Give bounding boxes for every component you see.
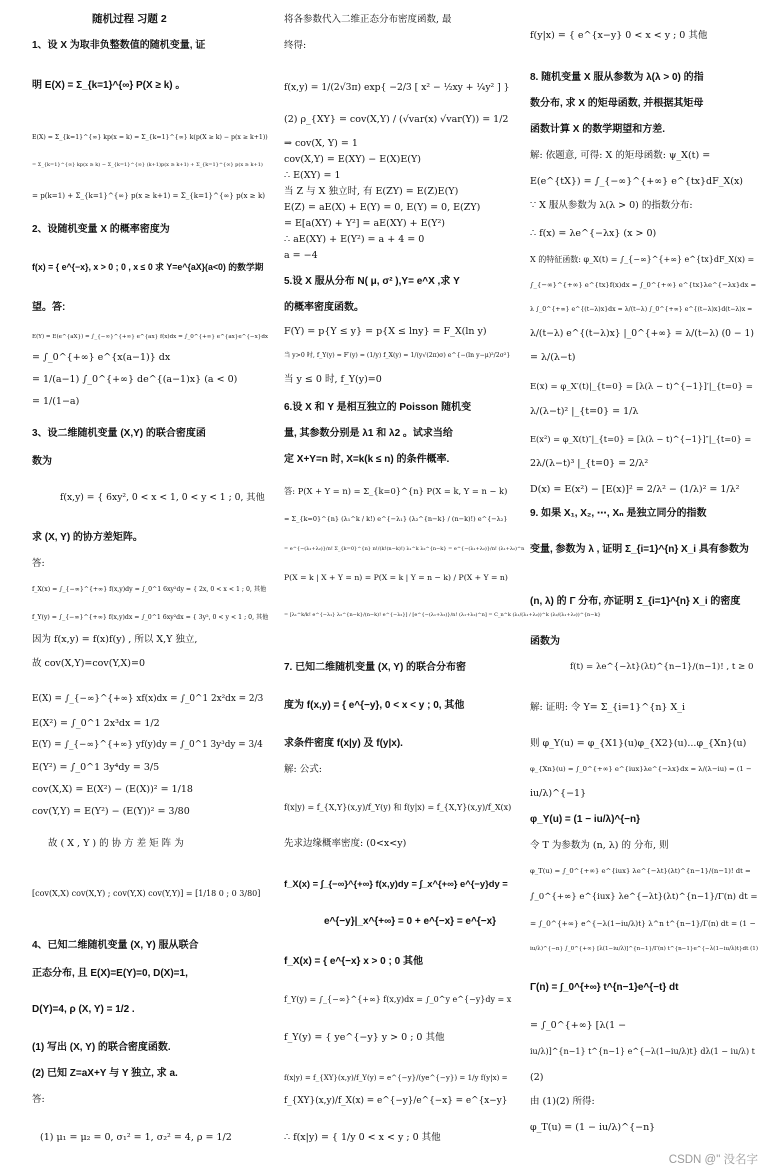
text-line: E(Y²) = ∫_0^1 3y⁴dy = 3/5 — [32, 762, 160, 773]
text-line: 6.设 X 和 Y 是相互独立的 Poisson 随机变 — [284, 402, 472, 413]
text-line: f(t) = λe^{−λt}(λt)^{n−1}/(n−1)! , t ≥ 0 — [570, 662, 754, 672]
text-line: ∴ aE(XY) + E(Y²) = a + 4 = 0 — [284, 234, 425, 245]
text-line: f_X(x) = ∫_{−∞}^{+∞} f(x,y)dy = ∫_x^{+∞} e^{−y}dy = — [284, 878, 508, 889]
column-right — [530, 0, 758, 1173]
text-line: f(y|x) = { e^{x−y} 0 < x < y ; 0 其他 — [530, 30, 708, 41]
text-line: = E[a(XY) + Y²] = aE(XY) + E(Y²) — [284, 218, 445, 229]
text-line: cov(Y,Y) = E(Y²) − (E(Y))² = 3/80 — [32, 806, 190, 817]
text-line: = Σ_{k=0}^{n} (λ₁^k / k!) e^{−λ₁} (λ₂^{n−k} / (n−k)!) e^{−λ₂} — [284, 515, 508, 523]
text-line: (n, λ) 的 Γ 分布, 亦证明 Σ_{i=1}^{n} X_i 的密度 — [530, 596, 741, 607]
text-line: 答: — [32, 1094, 45, 1105]
text-line: ∴ E(XY) = 1 — [284, 170, 341, 181]
text-line: 的概率密度函数。 — [284, 302, 364, 313]
text-line: E(Z) = aE(X) + E(Y) = 0, E(Y) = 0, E(ZY) — [284, 202, 481, 213]
text-line: 8. 随机变量 X 服从参数为 λ(λ > 0) 的指 — [530, 72, 704, 83]
text-line: f_Y(y) = ∫_{−∞}^{+∞} f(x,y)dx = ∫_0^y e^{−y}dy = x — [284, 995, 512, 1004]
text-line: = λ/(λ−t) — [530, 352, 576, 363]
text-line: 5.设 X 服从分布 N( μ, σ² ),Y= e^X ,求 Y — [284, 276, 460, 287]
text-line: D(x) = E(x²) − [E(x)]² = 2/λ² − (1/λ)² = 1/λ² — [530, 484, 740, 495]
text-line: 解: 公式: — [284, 764, 322, 775]
text-line: F(Y) = p{Y ≤ y} = p{X ≤ lny} = F_X(ln y) — [284, 326, 487, 337]
text-line: = 1/(1−a) — [32, 396, 80, 407]
text-line: 因为 f(x,y) = f(x)f(y) , 所以 X,Y 独立, — [32, 634, 198, 645]
text-line: iu/λ)^{−n} ∫_0^{+∞} [λ(1−iu/λ)]^{n−1}/Γ(n) t^{n−1}e^{−λ(1−iu/λ)t}dt (1) — [530, 946, 759, 952]
text-line: 度为 f(x,y) = { e^{−y}, 0 < x < y ; 0, 其他 — [284, 700, 465, 711]
text-line: 7. 已知二维随机变量 (X, Y) 的联合分布密 — [284, 662, 467, 673]
text-line: f(x,y) = { 6xy², 0 < x < 1, 0 < y < 1 ; 0, 其他 — [60, 492, 265, 503]
text-line: E(Y) = E(e^{aX}) = ∫_{−∞}^{+∞} e^{ax} f(x)dx = ∫_0^{+∞} e^{ax}e^{−x}dx — [32, 334, 269, 340]
text-line: E(x) = φ_X′(t)|_{t=0} = [λ(λ − t)^{−1}]′|_{t=0} = — [530, 382, 753, 392]
text-line: 故 cov(X,Y)=cov(Y,X)=0 — [32, 658, 146, 669]
text-line: D(Y)=4, ρ (X, Y) = 1/2 . — [32, 1004, 135, 1015]
text-line: ∫_0^{+∞} e^{iux} λe^{−λt}(λt)^{n−1}/Γ(n) dt = — [530, 892, 758, 902]
text-line: 则 φ_Y(u) = φ_{X1}(u)φ_{X2}(u)...φ_{Xn}(u) — [530, 738, 747, 749]
text-line: 函数计算 X 的数学期望和方差. — [530, 124, 666, 135]
text-line: φ_T(u) = ∫_0^{+∞} e^{iux} λe^{−λt}(λt)^{n−1}/(n−1)! dt = — [530, 867, 751, 875]
text-line: 变量, 参数为 λ , 证明 Σ_{i=1}^{n} X_i 具有参数为 — [530, 544, 749, 555]
text-line: λ/(λ−t)² |_{t=0} = 1/λ — [530, 406, 639, 417]
text-line: 9. 如果 X₁, X₂, ⋯, Xₙ 是独立同分的指数 — [530, 508, 707, 519]
text-line: 函数为 — [530, 636, 560, 647]
text-line: f(x|y) = f_{XY}(x,y)/f_Y(y) = e^{−y}/(ye^{−y}) = 1/y f(y|x) = — [284, 1073, 508, 1082]
text-line: 随机过程 习题 2 — [92, 13, 167, 25]
text-line: ∫_{−∞}^{+∞} e^{tx}f(x)dx = ∫_0^{+∞} e^{tx}λe^{−λx}dx = — [530, 281, 757, 289]
text-line: E(Y) = ∫_{−∞}^{+∞} yf(y)dy = ∫_0^1 3y³dy = 3/4 — [32, 740, 263, 750]
text-line: (1) μ₁ = μ₂ = 0, σ₁² = 1, σ₂² = 4, ρ = 1/2 — [40, 1132, 232, 1143]
text-line: ∵ X 服从参数为 λ(λ > 0) 的指数分布: — [530, 200, 693, 211]
text-line: 故 ( X , Y ) 的 协 方 差 矩 阵 为 — [48, 838, 184, 849]
text-line: 数分布, 求 X 的矩母函数, 并根据其矩母 — [530, 98, 704, 109]
text-line: 正态分布, 且 E(X)=E(Y)=0, D(X)=1, — [32, 968, 188, 979]
text-line: E(e^{tX}) = ∫_{−∞}^{+∞} e^{tx}dF_X(x) — [530, 176, 744, 187]
text-line: 解: 证明: 令 Y= Σ_{i=1}^{n} X_i — [530, 702, 686, 713]
text-line: 1、设 X 为取非负整数值的随机变量, 证 — [32, 40, 206, 51]
text-line: φ_Y(u) = (1 − iu/λ)^{−n} — [530, 814, 640, 825]
text-line: φ_T(u) = (1 − iu/λ)^{−n} — [530, 1122, 656, 1133]
text-line: 量, 其参数分别是 λ1 和 λ2 。试求当给 — [284, 428, 453, 439]
text-line: = e^{−(λ₁+λ₂)}/n! Σ_{k=0}^{n} n!/(k!(n−k)!) λ₁^k λ₂^{n−k} = e^{−(λ₁+λ₂)}/n! (λ₁+λ₂)^n — [284, 546, 525, 552]
text-line: 答: P(X + Y = n) = Σ_{k=0}^{n} P(X = k, Y = n − k) — [284, 486, 508, 496]
text-line: f_X(x) = { e^{−x} x > 0 ; 0 其他 — [284, 956, 423, 967]
text-line: = ∫_0^{+∞} [λ(1 − — [530, 1020, 627, 1031]
text-line: f(x) = { e^{−x}, x > 0 ; 0 , x ≤ 0 求 Y=e^{aX}(a<0) 的数学期 — [32, 262, 264, 272]
text-line: f_X(x) = ∫_{−∞}^{+∞} f(x,y)dy = ∫_0^1 6xy²dy = { 2x, 0 < x < 1 ; 0, 其他 — [32, 586, 267, 593]
text-line: E(X) = ∫_{−∞}^{+∞} xf(x)dx = ∫_0^1 2x²dx = 2/3 — [32, 694, 264, 704]
text-line: (2) ρ_{XY} = cov(X,Y) / (√var(x) √var(Y)) = 1/2 — [284, 114, 509, 125]
text-line: 解: 依题意, 可得: X 的矩母函数: ψ_X(t) = — [530, 150, 711, 161]
text-line: (2) 已知 Z=aX+Y 与 Y 独立, 求 a. — [32, 1068, 178, 1079]
text-line: = [λ₁^k/k! e^{−λ₁} λ₂^{n−k}/(n−k)! e^{−λ₂}] / [e^{−(λ₁+λ₂)}/n! (λ₁+λ₂)^n] = C_n^k (λ₁/(λ₁+λ₂))^k (λ₂/(λ₁+λ₂))^{n−k} — [284, 612, 601, 618]
text-line: (1) 写出 (X, Y) 的联合密度函数. — [32, 1042, 171, 1053]
text-line: 明 E(X) = Σ_{k=1}^{∞} P(X ≥ k) 。 — [32, 80, 186, 91]
text-line: 当 Z 与 X 独立时, 有 E(ZY) = E(Z)E(Y) — [284, 186, 459, 197]
text-line: (2) — [530, 1072, 544, 1083]
text-line: e^{−y}|_x^{+∞} = 0 + e^{−x} = e^{−x} — [324, 916, 497, 927]
text-line: f_Y(y) = ∫_{−∞}^{+∞} f(x,y)dx = ∫_0^1 6xy²dx = { 3y², 0 < y < 1 ; 0, 其他 — [32, 614, 269, 621]
text-line: = ∫_0^{+∞} e^{−λ(1−iu/λ)t} λ^n t^{n−1}/Γ(n) dt = (1 − — [530, 919, 756, 928]
text-line: 数为 — [32, 456, 52, 467]
text-line: 将各参数代入二维正态分布密度函数, 最 — [284, 14, 452, 25]
text-line: 2、设随机变量 X 的概率密度为 — [32, 224, 170, 235]
text-line: = 1/(a−1) ∫_0^{+∞} de^{(a−1)x} (a < 0) — [32, 374, 238, 385]
text-line: 先求边缘概率密度: (0<x<y) — [284, 838, 407, 849]
text-line: f_Y(y) = { ye^{−y} y > 0 ; 0 其他 — [284, 1032, 445, 1043]
text-line: 望。答: — [32, 302, 66, 313]
text-line: iu/λ)]^{n−1} t^{n−1} e^{−λ(1−iu/λ)t} dλ(1 − iu/λ) t — [530, 1047, 755, 1056]
text-line: 求 (X, Y) 的协方差矩阵。 — [32, 532, 143, 543]
text-line: f_{XY}(x,y)/f_X(x) = e^{−y}/e^{−x} = e^{x−y} — [284, 1096, 508, 1106]
text-line: 由 (1)(2) 所得: — [530, 1096, 595, 1107]
text-line: 终得: — [284, 40, 307, 51]
text-line: 3、设二维随机变量 (X,Y) 的联合密度函 — [32, 428, 206, 439]
text-line: E(X²) = ∫_0^1 2x³dx = 1/2 — [32, 718, 160, 729]
text-line: 令 T 为参数为 (n, λ) 的 分布, 则 — [530, 840, 669, 851]
watermark: CSDN @" 没名字 — [668, 1154, 758, 1166]
text-line: X 的特征函数: φ_X(t) = ∫_{−∞}^{+∞} e^{tx}dF_X(x) = — [530, 255, 755, 264]
column-left — [32, 0, 268, 1173]
text-line: a = −4 — [284, 250, 318, 261]
text-line: [cov(X,X) cov(X,Y) ; cov(Y,X) cov(Y,Y)] = [1/18 0 ; 0 3/80] — [32, 889, 261, 898]
text-line: ∴ f(x) = λe^{−λx} (x > 0) — [530, 228, 657, 239]
text-line: ∴ f(x|y) = { 1/y 0 < x < y ; 0 其他 — [284, 1132, 441, 1143]
text-line: 当 y>0 时, f_Y(y) = F′(y) = (1/y) f_X(y) = 1/(y√(2π)σ) e^{−(ln y−μ)²/2σ²} — [284, 352, 511, 359]
text-line: P(X = k | X + Y = n) = P(X = k | Y = n − k) / P(X + Y = n) — [284, 573, 508, 582]
text-line: 当 y ≤ 0 时, f_Y(y)=0 — [284, 374, 382, 385]
text-line: = Σ_{k=1}^{∞} kp(x ≥ k) − Σ_{k=1}^{∞} (k+1)p(x ≥ k+1) + Σ_{k=1}^{∞} p(x ≥ k+1) — [32, 162, 263, 168]
text-line: cov(X,Y) = E(XY) − E(X)E(Y) — [284, 154, 421, 165]
text-line: 4、已知二维随机变量 (X, Y) 服从联合 — [32, 940, 199, 951]
text-line: 答: — [32, 558, 45, 569]
text-line: E(X) = Σ_{k=1}^{∞} kp(x = k) = Σ_{k=1}^{∞} k(p(X ≥ k) − p(x ≥ k+1)) — [32, 134, 268, 141]
text-line: λ/(t−λ) e^{(t−λ)x} |_0^{+∞} = λ/(t−λ) (0 − 1) — [530, 328, 754, 339]
text-line: Γ(n) = ∫_0^{+∞} t^{n−1}e^{−t} dt — [530, 982, 679, 993]
text-line: f(x|y) = f_{X,Y}(x,y)/f_Y(y) 和 f(y|x) = f_{X,Y}(x,y)/f_X(x) — [284, 803, 512, 812]
text-line: 求条件密度 f(x|y) 及 f(y|x). — [284, 738, 403, 749]
text-line: E(x²) = φ_X(t)″|_{t=0} = [λ(λ − t)^{−1}]″|_{t=0} = — [530, 434, 752, 444]
text-line: f(x,y) = 1/(2√3π) exp{ −2/3 [ x² − ½xy + ¼y² ] } — [284, 82, 510, 93]
text-line: = p(k=1) + Σ_{k=1}^{∞} p(x ≥ k+1) = Σ_{k=1}^{∞} p(x ≥ k) — [32, 191, 266, 200]
text-line: cov(X,X) = E(X²) − (E(X))² = 1/18 — [32, 784, 193, 795]
text-line: 2λ/(λ−t)³ |_{t=0} = 2/λ² — [530, 458, 649, 469]
text-line: ⇒ cov(X, Y) = 1 — [284, 138, 358, 149]
text-line: 定 X+Y=n 时, X=k(k ≤ n) 的条件概率. — [284, 454, 450, 465]
text-line: φ_{Xn}(u) = ∫_0^{+∞} e^{iux}λe^{−λx}dx = λ/(λ−iu) = (1 − — [530, 765, 752, 773]
text-line: iu/λ)^{−1} — [530, 788, 587, 799]
text-line: λ ∫_0^{+∞} e^{(t−λ)x}dx = λ/(t−λ) ∫_0^{+∞} e^{(t−λ)x}d(t−λ)x = — [530, 306, 753, 313]
text-line: = ∫_0^{+∞} e^{x(a−1)} dx — [32, 352, 171, 363]
